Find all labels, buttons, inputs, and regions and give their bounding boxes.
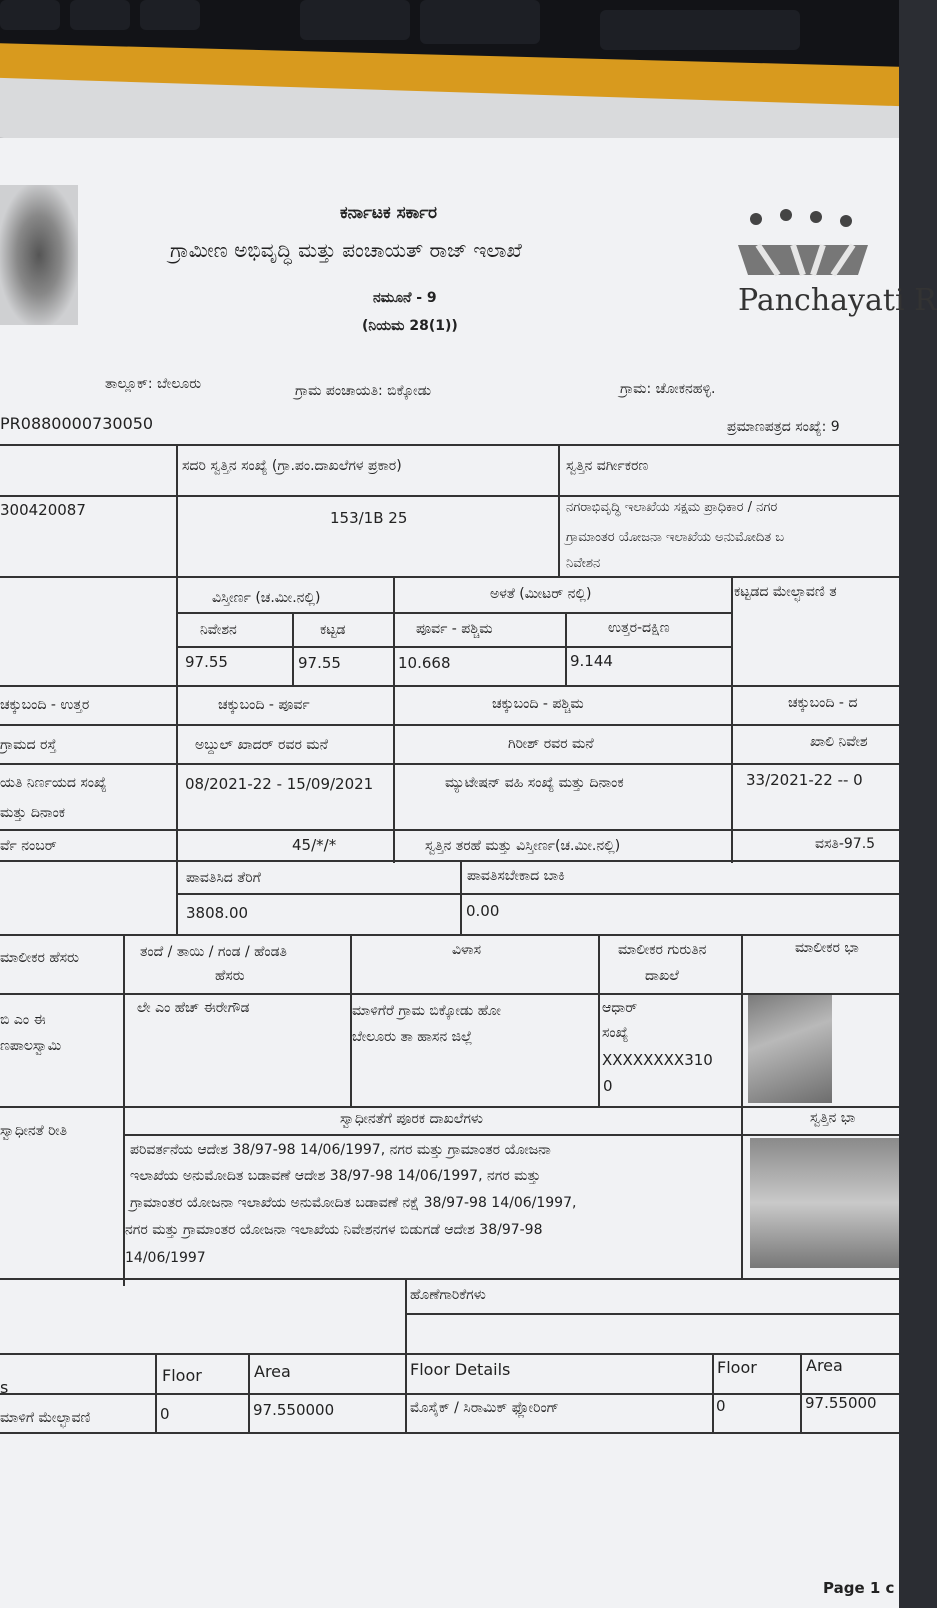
grid-line <box>0 763 899 765</box>
resolution-value: 08/2021-22 - 15/09/2021 <box>185 775 374 793</box>
property-type-label: ಸ್ವತ್ತಿನ ತರಹೆ ಮತ್ತು ವಿಸ್ತೀರ್ಣ(ಚ.ಮೀ.ನಲ್ಲಿ) <box>425 838 621 854</box>
boundary-east-value: ಅಬ್ದುಲ್ ಖಾದರ್ ರವರ ಮನೆ <box>195 737 328 753</box>
address-header: ವಿಳಾಸ <box>452 942 482 958</box>
logo-text: Panchayati R <box>738 283 937 318</box>
grid-line <box>0 1353 899 1355</box>
grid-line <box>178 893 899 895</box>
grid-line <box>712 1353 714 1432</box>
grid-line <box>0 1432 899 1434</box>
dept-title: ಗ್ರಾಮೀಣ ಅಭಿವೃದ್ಧಿ ಮತ್ತು ಪಂಚಾಯತ್ ರಾಜ್ ಇಲಾಖೆ <box>170 238 522 262</box>
grid-line <box>176 444 178 934</box>
site-label: ನಿವೇಶನ <box>200 622 237 638</box>
floor-header: Floor <box>162 1366 202 1385</box>
survey-value: 45/*/* <box>292 836 337 854</box>
grid-line <box>292 612 294 685</box>
floor-details-header: Floor Details <box>410 1360 511 1379</box>
form-number: ನಮೂನೆ - 9 <box>373 290 437 306</box>
boundary-south-value: ಖಾಲಿ ನಿವೇಶ <box>810 734 868 750</box>
tax-paid-value: 3808.00 <box>186 904 249 922</box>
building-roof-header: ಕಟ್ಟಡದ ಮೇಲ್ಛಾವಣಿ ತ <box>734 584 837 600</box>
panchayati-raj-logo-icon <box>738 205 878 275</box>
grid-line <box>0 1393 899 1395</box>
grid-line <box>125 1134 899 1136</box>
relation-header-name: ಹೆಸರು <box>215 968 245 984</box>
floor-row-label: ಮಾಳಿಗೆ ಮೇಲ್ಛಾವಣಿ <box>0 1410 91 1426</box>
north-south-label: ಉತ್ತರ-ದಕ್ಷಿಣ <box>608 620 670 636</box>
area-header-2: Area <box>806 1356 843 1375</box>
owner-name-header: ಮಾಲೀಕರ ಹೆಸರು <box>0 950 79 966</box>
boundary-west-label: ಚಕ್ಕುಬಂದಿ - ಪಶ್ಚಿಮ <box>492 696 584 712</box>
floor-col-s: s <box>0 1378 9 1397</box>
keyboard-key <box>300 0 410 40</box>
area-value-2: 97.55000 <box>805 1394 877 1412</box>
relation-header: ತಂದೆ / ತಾಯಿ / ಗಂಡ / ಹೆಂಡತಿ <box>140 944 287 960</box>
acquisition-docs-line: ಗ್ರಾಮಾಂತರ ಯೋಜನಾ ಇಲಾಖೆಯ ಅನುಮೋದಿತ ಬಡಾವಣೆ ನಕ್ಷೆ 38/97-98 14/06/1997, <box>130 1195 577 1211</box>
floor-value-2: 0 <box>716 1397 726 1415</box>
grid-line <box>248 1353 250 1432</box>
boundary-east-label: ಚಕ್ಕುಬಂದಿ - ಪೂರ್ವ <box>218 697 310 713</box>
property-class-line: ಗ್ರಾಮಾಂತರ ಯೋಜನಾ ಇಲಾಖೆಯ ಅನುಮೋದಿತ ಬ <box>566 530 785 545</box>
property-number: 153/1B 25 <box>330 509 408 527</box>
grid-line <box>0 685 899 687</box>
tax-due-label: ಪಾವತಿಸಬೇಕಾದ ಬಾಕಿ <box>467 868 565 884</box>
east-west-label: ಪೂರ್ವ - ಪಶ್ಚಿಮ <box>416 621 493 637</box>
grid-line <box>350 934 352 1106</box>
owner-address: ಮಾಳಿಗೆರೆ ಗ್ರಾಮ ಬಿಕ್ಕೋಡು ಹೋ <box>352 1003 501 1019</box>
building-area-value: 97.55 <box>298 654 341 672</box>
rule-number: (ನಿಯಮ 28(1)) <box>362 318 458 334</box>
govt-title: ಕರ್ನಾಟಕ ಸರ್ಕಾರ <box>340 203 438 223</box>
page-number: Page 1 c <box>823 1579 895 1597</box>
grid-line <box>0 829 899 831</box>
grid-line <box>0 724 899 726</box>
grid-line <box>0 934 899 936</box>
property-photo <box>750 1138 899 1268</box>
owner-name-line2: ಣಪಾಲಸ್ವಾಮಿ <box>0 1038 62 1054</box>
owner-address-line2: ಬೇಲೂರು ತಾ ಹಾಸನ ಜಿಲ್ಲೆ <box>352 1029 473 1045</box>
owner-photo <box>748 995 832 1103</box>
grid-line <box>393 576 395 863</box>
floor-header-2: Floor <box>717 1358 757 1377</box>
grid-line <box>800 1353 802 1432</box>
left-id: 300420087 <box>0 501 86 519</box>
acquisition-docs-header: ಸ್ವಾಧೀನತೆಗೆ ಪೂರಕ ದಾಖಲೆಗಳು <box>340 1111 483 1127</box>
east-west-value: 10.668 <box>398 654 451 672</box>
owner-name: ಬಿ ಎಂ ಈ <box>0 1012 46 1028</box>
gram-panchayat: ಗ್ರಾಮ ಪಂಚಾಯತಿ: ಬಿಕ್ಕೋಡು <box>295 383 432 399</box>
survey-label: ರ್ವೆ ನಂಬರ್ <box>0 838 57 854</box>
measure-header: ಅಳತೆ (ಮೀಟರ್ ನಲ್ಲಿ) <box>490 586 592 602</box>
acquisition-docs-line: ಪರಿವರ್ತನೆಯ ಆದೇಶ 38/97-98 14/06/1997, ನಗರ ಮತ್ತು ಗ್ರಾಮಾಂತರ ಯೋಜನಾ <box>130 1142 551 1158</box>
acquisition-label: ಸ್ವಾಧೀನತೆ ರೀತಿ <box>0 1123 68 1139</box>
site-area-value: 97.55 <box>185 653 228 671</box>
certificate-number: ಪ್ರಮಾಣಪತ್ರದ ಸಂಖ್ಯೆ: 9 <box>727 419 840 435</box>
state-emblem-icon <box>0 185 78 325</box>
village: ಗ್ರಾಮ: ಚೋಕನಹಳ್ಳಿ. <box>620 381 716 397</box>
grid-line <box>0 1278 899 1280</box>
certificate-paper <box>0 138 899 1608</box>
grid-line <box>178 646 733 648</box>
grid-line <box>0 860 899 862</box>
property-class-line: ನಿವೇಶನ <box>566 556 601 571</box>
grid-line <box>0 495 899 497</box>
keyboard-key <box>0 0 60 30</box>
owner-id-header: ಮಾಲೀಕರ ಗುರುತಿನ <box>618 942 707 958</box>
boundary-south-label: ಚಕ್ಕುಬಂದಿ - ದ <box>788 695 858 711</box>
property-type-value: ವಸತಿ-97.5 <box>815 836 876 852</box>
grid-line <box>460 860 462 934</box>
area-header: Area <box>254 1362 291 1381</box>
grid-line <box>558 444 560 576</box>
owner-id-number: XXXXXXXX310 <box>602 1051 713 1069</box>
boundary-north-value: ಗ್ರಾಮದ ರಸ್ತೆ <box>0 737 57 753</box>
taluk: ತಾಲ್ಲೂಕ್: ಬೇಲೂರು <box>105 376 202 392</box>
grid-line <box>565 612 567 685</box>
owner-photo-header: ಮಾಲೀಕರ ಭಾ <box>795 940 859 956</box>
north-south-value: 9.144 <box>570 652 613 670</box>
tax-paid-label: ಪಾವತಿಸಿದ ತೆರಿಗೆ <box>186 870 261 886</box>
owner-id-header-doc: ದಾಖಲೆ <box>645 968 679 984</box>
property-class-header: ಸ್ವತ್ತಿನ ವರ್ಗೀಕರಣ <box>566 458 649 474</box>
acquisition-docs-line: ನಗರ ಮತ್ತು ಗ್ರಾಮಾಂತರ ಯೋಜನಾ ಇಲಾಖೆಯ ನಿವೇಶನಗಳ ಬಿಡುಗಡೆ ಆದೇಶ 38/97-98 <box>125 1222 543 1238</box>
grid-line <box>155 1353 157 1432</box>
owner-id-type: ಆಧಾರ್ <box>602 1000 638 1016</box>
area-value: 97.550000 <box>253 1401 335 1419</box>
keyboard-key <box>600 10 800 50</box>
tax-due-value: 0.00 <box>466 902 500 920</box>
mutation-value: 33/2021-22 -- 0 <box>746 771 863 789</box>
owner-id-number-label: ಸಂಖ್ಯೆ <box>602 1025 629 1041</box>
grid-line <box>0 1106 899 1108</box>
acquisition-docs-line: ಇಲಾಖೆಯ ಅನುಮೋದಿತ ಬಡಾವಣೆ ಆದೇಶ 38/97-98 14/06/1997, ನಗರ ಮತ್ತು <box>130 1168 541 1184</box>
boundary-north-label: ಚಕ್ಕುಬಂದಿ - ಉತ್ತರ <box>0 697 90 713</box>
property-id: PR0880000730050 <box>0 414 154 433</box>
grid-line <box>741 934 743 1278</box>
resolution-label-date: ಮತ್ತು ದಿನಾಂಕ <box>0 805 66 821</box>
extent-header: ವಿಸ್ತೀರ್ಣ (ಚ.ಮೀ.ನಲ್ಲಿ) <box>212 590 321 606</box>
building-label: ಕಟ್ಟಡ <box>320 622 346 638</box>
grid-line <box>178 612 733 614</box>
owner-relation-name: ಲೇ ಎಂ ಹೆಚ್ ಈರೇಗೌಡ <box>137 1000 250 1016</box>
grid-line <box>0 576 899 578</box>
mutation-label: ಮ್ಯುಟೇಷನ್ ವಹಿ ಸಂಖ್ಯೆ ಮತ್ತು ದಿನಾಂಕ <box>445 775 624 791</box>
floor-value: 0 <box>160 1405 170 1423</box>
keyboard-key <box>140 0 200 30</box>
resolution-label: ಯತಿ ನಿರ್ಣಯದ ಸಂಖ್ಯೆ <box>0 775 107 791</box>
boundary-west-value: ಗಿರೀಶ್ ರವರ ಮನೆ <box>508 736 594 752</box>
acquisition-docs-line: 14/06/1997 <box>125 1250 206 1266</box>
owner-id-number-end: 0 <box>603 1077 613 1095</box>
liabilities-header: ಹೊಣೆಗಾರಿಕೆಗಳು <box>410 1287 486 1303</box>
grid-line <box>598 934 600 1106</box>
grid-line <box>0 444 899 446</box>
floor-details-value: ಮೊಸೈಕ್ / ಸಿರಾಮಿಕ್ ಫ್ಲೋರಿಂಗ್ <box>410 1400 559 1416</box>
grid-line <box>405 1278 407 1432</box>
keyboard-key <box>70 0 130 30</box>
keyboard-key <box>420 0 540 44</box>
grid-line <box>405 1313 899 1315</box>
property-class-line: ನಗರಾಭಿವೃದ್ಧಿ ಇಲಾಖೆಯ ಸಕ್ಷಮ ಪ್ರಾಧಿಕಾರ / ನಗರ <box>566 500 778 515</box>
property-photo-header: ಸ್ವತ್ತಿನ ಭಾ <box>810 1110 856 1126</box>
property-number-header: ಸದರಿ ಸ್ವತ್ತಿನ ಸಂಖ್ಯೆ (ಗ್ರಾ.ಪಂ.ದಾಖಲೆಗಳ ಪ್ರಕಾರ) <box>182 458 402 474</box>
grid-line <box>731 576 733 863</box>
